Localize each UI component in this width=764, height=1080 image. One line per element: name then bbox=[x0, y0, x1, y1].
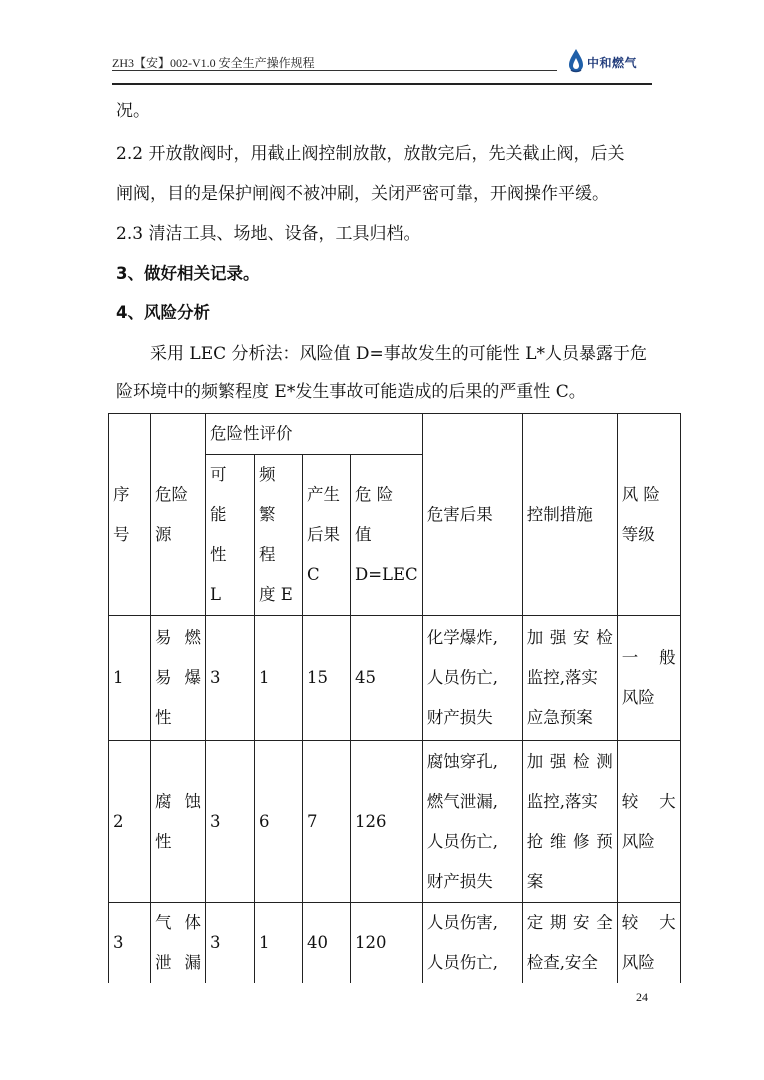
table-header-row bbox=[109, 414, 681, 455]
header-cell-source: 危险 源 bbox=[151, 414, 206, 616]
paragraph-line: 2.3 清洁工具、场地、设备，工具归档。 bbox=[116, 224, 421, 244]
cell-consequence: 人员伤害, 人员伤亡, bbox=[422, 903, 522, 984]
header-cell-L: 可 能 性 L bbox=[206, 455, 255, 616]
cell-C: 7 bbox=[303, 741, 351, 903]
paragraph-line: 险环境中的频繁程度 E*发生事故可能造成的后果的严重性 C。 bbox=[116, 382, 586, 402]
cell-no: 2 bbox=[109, 741, 151, 903]
header-cell-D: 危 险 值 D=LEC bbox=[351, 455, 423, 616]
logo-text: 中和燃气 bbox=[587, 56, 638, 70]
header-cell-E: 频 繁 程 度 E bbox=[255, 455, 303, 616]
header-rule-thick bbox=[112, 83, 652, 85]
paragraph-line: 闸阀，目的是保护闸阀不被冲刷，关闭严密可靠，开阀操作平缓。 bbox=[116, 184, 609, 204]
flame-drop-icon bbox=[567, 48, 585, 74]
table-row bbox=[109, 903, 681, 984]
page-number: 24 bbox=[636, 990, 648, 1004]
risk-analysis-table bbox=[108, 413, 681, 983]
page-header bbox=[112, 48, 652, 84]
cell-D: 120 bbox=[351, 903, 423, 984]
cell-measures: 加强安检 监控,落实 应急预案 bbox=[522, 616, 617, 741]
cell-consequence: 腐蚀穿孔, 燃气泄漏, 人员伤亡, 财产损失 bbox=[422, 741, 522, 903]
cell-L: 3 bbox=[206, 903, 255, 984]
cell-L: 3 bbox=[206, 741, 255, 903]
header-cell-level: 风 险 等级 bbox=[617, 414, 680, 616]
cell-C: 40 bbox=[303, 903, 351, 984]
cell-source: 气体 泄漏 bbox=[151, 903, 206, 984]
cell-level: 一 般 风险 bbox=[617, 616, 680, 741]
cell-source: 腐蚀 性 bbox=[151, 741, 206, 903]
header-cell-evaluation: 危险性评价 bbox=[206, 414, 423, 455]
cell-D: 126 bbox=[351, 741, 423, 903]
cell-D: 45 bbox=[351, 616, 423, 741]
cell-level: 较 大 风险 bbox=[617, 741, 680, 903]
cell-E: 1 bbox=[255, 903, 303, 984]
paragraph-line: 采用 LEC 分析法：风险值 D=事故发生的可能性 L*人员暴露于危 bbox=[150, 344, 647, 364]
section-heading: 4、风险分析 bbox=[116, 303, 210, 322]
cell-level: 较 大 风险 bbox=[617, 903, 680, 984]
cell-measures: 定期安全 检查,安全 bbox=[522, 903, 617, 984]
header-rule bbox=[112, 70, 557, 71]
header-cell-consequence: 危害后果 bbox=[422, 414, 522, 616]
paragraph-line: 况。 bbox=[116, 101, 150, 121]
cell-L: 3 bbox=[206, 616, 255, 741]
header-cell-measures: 控制措施 bbox=[522, 414, 617, 616]
document-code-title: ZH3【安】002-V1.0 安全生产操作规程 bbox=[112, 56, 315, 70]
header-cell-no: 序 号 bbox=[109, 414, 151, 616]
section-heading: 3、做好相关记录。 bbox=[116, 264, 260, 283]
cell-E: 6 bbox=[255, 741, 303, 903]
cell-E: 1 bbox=[255, 616, 303, 741]
cell-C: 15 bbox=[303, 616, 351, 741]
table-row bbox=[109, 616, 681, 741]
cell-no: 3 bbox=[109, 903, 151, 984]
table-row bbox=[109, 741, 681, 903]
cell-measures: 加强检测 监控,落实 抢维修预 案 bbox=[522, 741, 617, 903]
paragraph-line: 2.2 开放散阀时，用截止阀控制放散，放散完后，先关截止阀，后关 bbox=[116, 144, 625, 164]
company-logo bbox=[567, 48, 657, 76]
cell-consequence: 化学爆炸, 人员伤亡, 财产损失 bbox=[422, 616, 522, 741]
cell-source: 易燃 易爆 性 bbox=[151, 616, 206, 741]
header-cell-C: 产生 后果 C bbox=[303, 455, 351, 616]
cell-no: 1 bbox=[109, 616, 151, 741]
